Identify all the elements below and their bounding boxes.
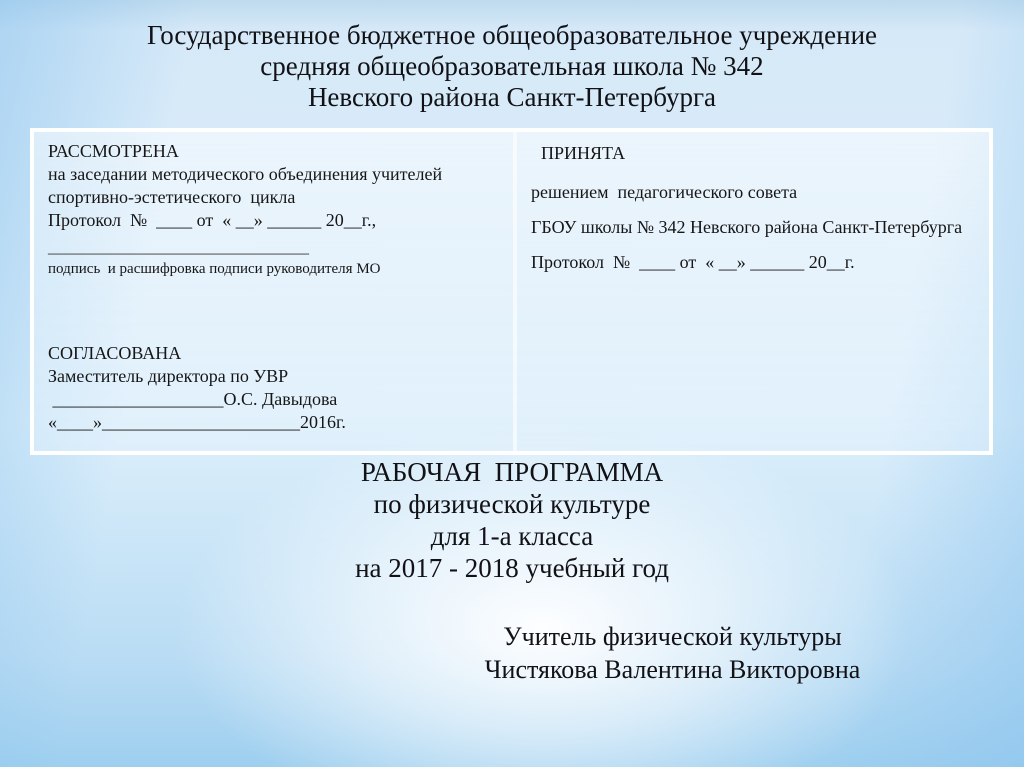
teacher-name: Чистякова Валентина Викторовна — [484, 655, 861, 684]
signature-caption: подпись и расшифровка подписи руководителя МО — [48, 261, 381, 277]
accepted-line-1: решением педагогического совета — [531, 182, 798, 202]
reviewed-title: РАССМОТРЕНА — [48, 141, 179, 161]
accepted-column — [531, 142, 981, 286]
accepted-line-2: ГБОУ школы № 342 Невского района Санкт-Петербурга — [531, 217, 963, 237]
agreed-title: СОГЛАСОВАНА — [48, 343, 182, 363]
column-divider — [513, 132, 517, 451]
approval-box — [30, 128, 993, 455]
school-header-line-3: Невского района Санкт-Петербурга — [307, 82, 717, 112]
program-class: для 1-а класса — [430, 521, 594, 551]
school-header — [0, 20, 1024, 113]
reviewed-protocol-line: Протокол № ____ от « __» ______ 20__г., — [48, 210, 377, 230]
program-year: на 2017 - 2018 учебный год — [355, 553, 669, 583]
school-header-line-2: средняя общеобразовательная школа № 342 — [260, 51, 764, 81]
agreed-line-1: Заместитель директора по УВР — [48, 366, 289, 386]
accepted-protocol-line: Протокол № ____ от « __» ______ 20__г. — [531, 252, 855, 272]
agreed-date-line: «____»______________________2016г. — [48, 412, 346, 432]
program-title: РАБОЧАЯ ПРОГРАММА — [360, 457, 664, 487]
accepted-title: ПРИНЯТА — [541, 143, 626, 163]
school-header-line-1: Государственное бюджетное общеобразовательное учреждение — [146, 20, 878, 50]
program-title-block — [0, 456, 1024, 584]
reviewed-line-2: спортивно-эстетического цикла — [48, 187, 296, 207]
reviewed-column — [48, 140, 503, 434]
teacher-role: Учитель физической культуры — [503, 622, 842, 651]
agreed-signature-line: ___________________О.С. Давыдова — [48, 389, 338, 409]
program-subject: по физической культуре — [373, 489, 651, 519]
reviewed-line-1: на заседании методического объединения учителей — [48, 164, 443, 184]
teacher-block — [400, 620, 945, 686]
signature-blank-line: _____________________________ — [48, 236, 309, 256]
